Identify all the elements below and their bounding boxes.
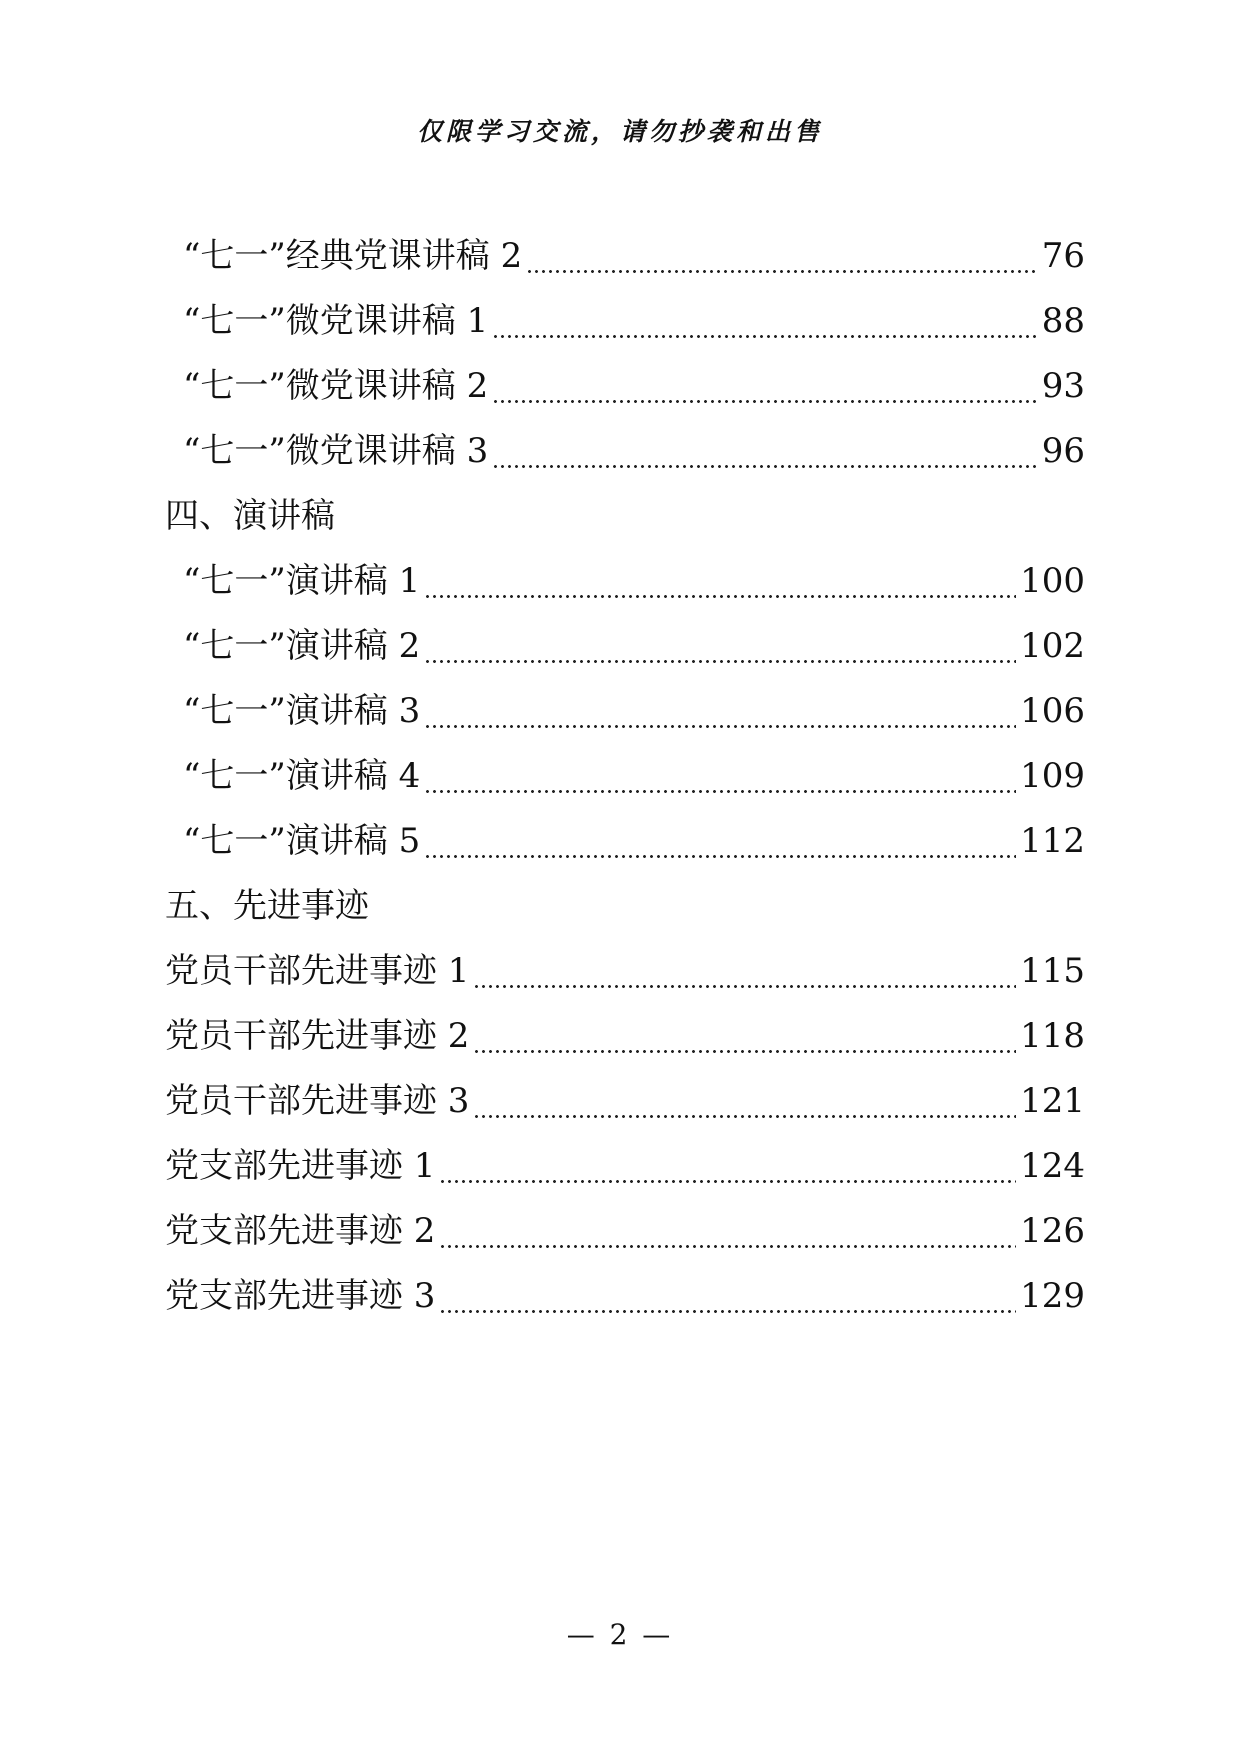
toc-entry-title: “七一”微党课讲稿 3 [183,431,489,471]
toc-entry-page: 100 [1020,561,1085,601]
toc-entry-page: 88 [1041,301,1085,341]
toc-dot-leader [424,744,1016,809]
toc-section-heading[interactable] [165,874,1085,939]
toc-entry-title: 党支部先进事迹 3 [165,1276,436,1316]
toc-entry[interactable] [165,1069,1085,1134]
toc-entry[interactable] [165,549,1085,614]
toc-entry-page: 124 [1020,1146,1085,1186]
toc-entry[interactable] [165,809,1085,874]
toc-entry-title: 党员干部先进事迹 1 [165,951,470,991]
toc-dot-leader [492,354,1038,419]
toc-dot-leader [473,1069,1016,1134]
toc-entry-title: “七一”微党课讲稿 2 [183,366,489,406]
toc-entry-title: “七一”微党课讲稿 1 [183,301,489,341]
toc-entry[interactable] [165,1199,1085,1264]
toc-entry-page: 118 [1020,1016,1085,1056]
toc-entry-page: 93 [1041,366,1085,406]
toc-entry[interactable] [165,289,1085,354]
toc-entry-page: 129 [1020,1276,1085,1316]
toc-entry-page: 106 [1020,691,1085,731]
toc-entry-page: 96 [1041,431,1085,471]
toc-entry-title: “七一”演讲稿 1 [183,561,421,601]
toc-entry-page: 112 [1020,821,1085,861]
toc-entry-title: “七一”演讲稿 5 [183,821,421,861]
toc-dot-leader [473,939,1016,1004]
toc-dot-leader [492,289,1038,354]
toc-dot-leader [439,1199,1016,1264]
toc-entry-title: “七一”演讲稿 3 [183,691,421,731]
toc-dot-leader [473,1004,1016,1069]
toc-entry-title: 党员干部先进事迹 3 [165,1081,470,1121]
toc-entry-title: “七一”经典党课讲稿 2 [183,236,523,276]
toc-entry[interactable] [165,354,1085,419]
toc-dot-leader [439,1134,1016,1199]
toc-entry-page: 76 [1041,236,1085,276]
toc-entry[interactable] [165,1134,1085,1199]
toc-entry-title: 党员干部先进事迹 2 [165,1016,470,1056]
toc-entry-title: 党支部先进事迹 1 [165,1146,436,1186]
toc-dot-leader [526,224,1038,289]
toc-entry[interactable] [165,744,1085,809]
toc-entry-title: “七一”演讲稿 2 [183,626,421,666]
toc-dot-leader [424,614,1016,679]
toc-dot-leader [439,1264,1016,1329]
toc-entry-page: 121 [1020,1081,1085,1121]
toc-dot-leader [492,419,1038,484]
toc-entry[interactable] [165,1004,1085,1069]
page-header: 仅限学习交流，请勿抄袭和出售 [416,117,823,146]
toc-dot-leader [424,549,1016,614]
toc-dot-leader [424,809,1016,874]
toc-section-title: 五、先进事迹 [165,886,369,926]
toc-entry-title: “七一”演讲稿 4 [183,756,421,796]
toc-entry[interactable] [165,419,1085,484]
toc-entry-page: 115 [1020,951,1085,991]
table-of-contents [165,224,1085,1329]
toc-section-heading[interactable] [165,484,1085,549]
toc-entry[interactable] [165,939,1085,1004]
toc-entry[interactable] [165,679,1085,744]
toc-entry[interactable] [165,614,1085,679]
toc-entry-page: 126 [1020,1211,1085,1251]
toc-entry[interactable] [165,1264,1085,1329]
toc-entry-title: 党支部先进事迹 2 [165,1211,436,1251]
toc-section-title: 四、演讲稿 [165,496,335,536]
toc-dot-leader [424,679,1016,744]
toc-entry-page: 109 [1020,756,1085,796]
toc-entry-page: 102 [1020,626,1085,666]
toc-entry[interactable] [165,224,1085,289]
page-number: — 2 — [566,1618,674,1651]
